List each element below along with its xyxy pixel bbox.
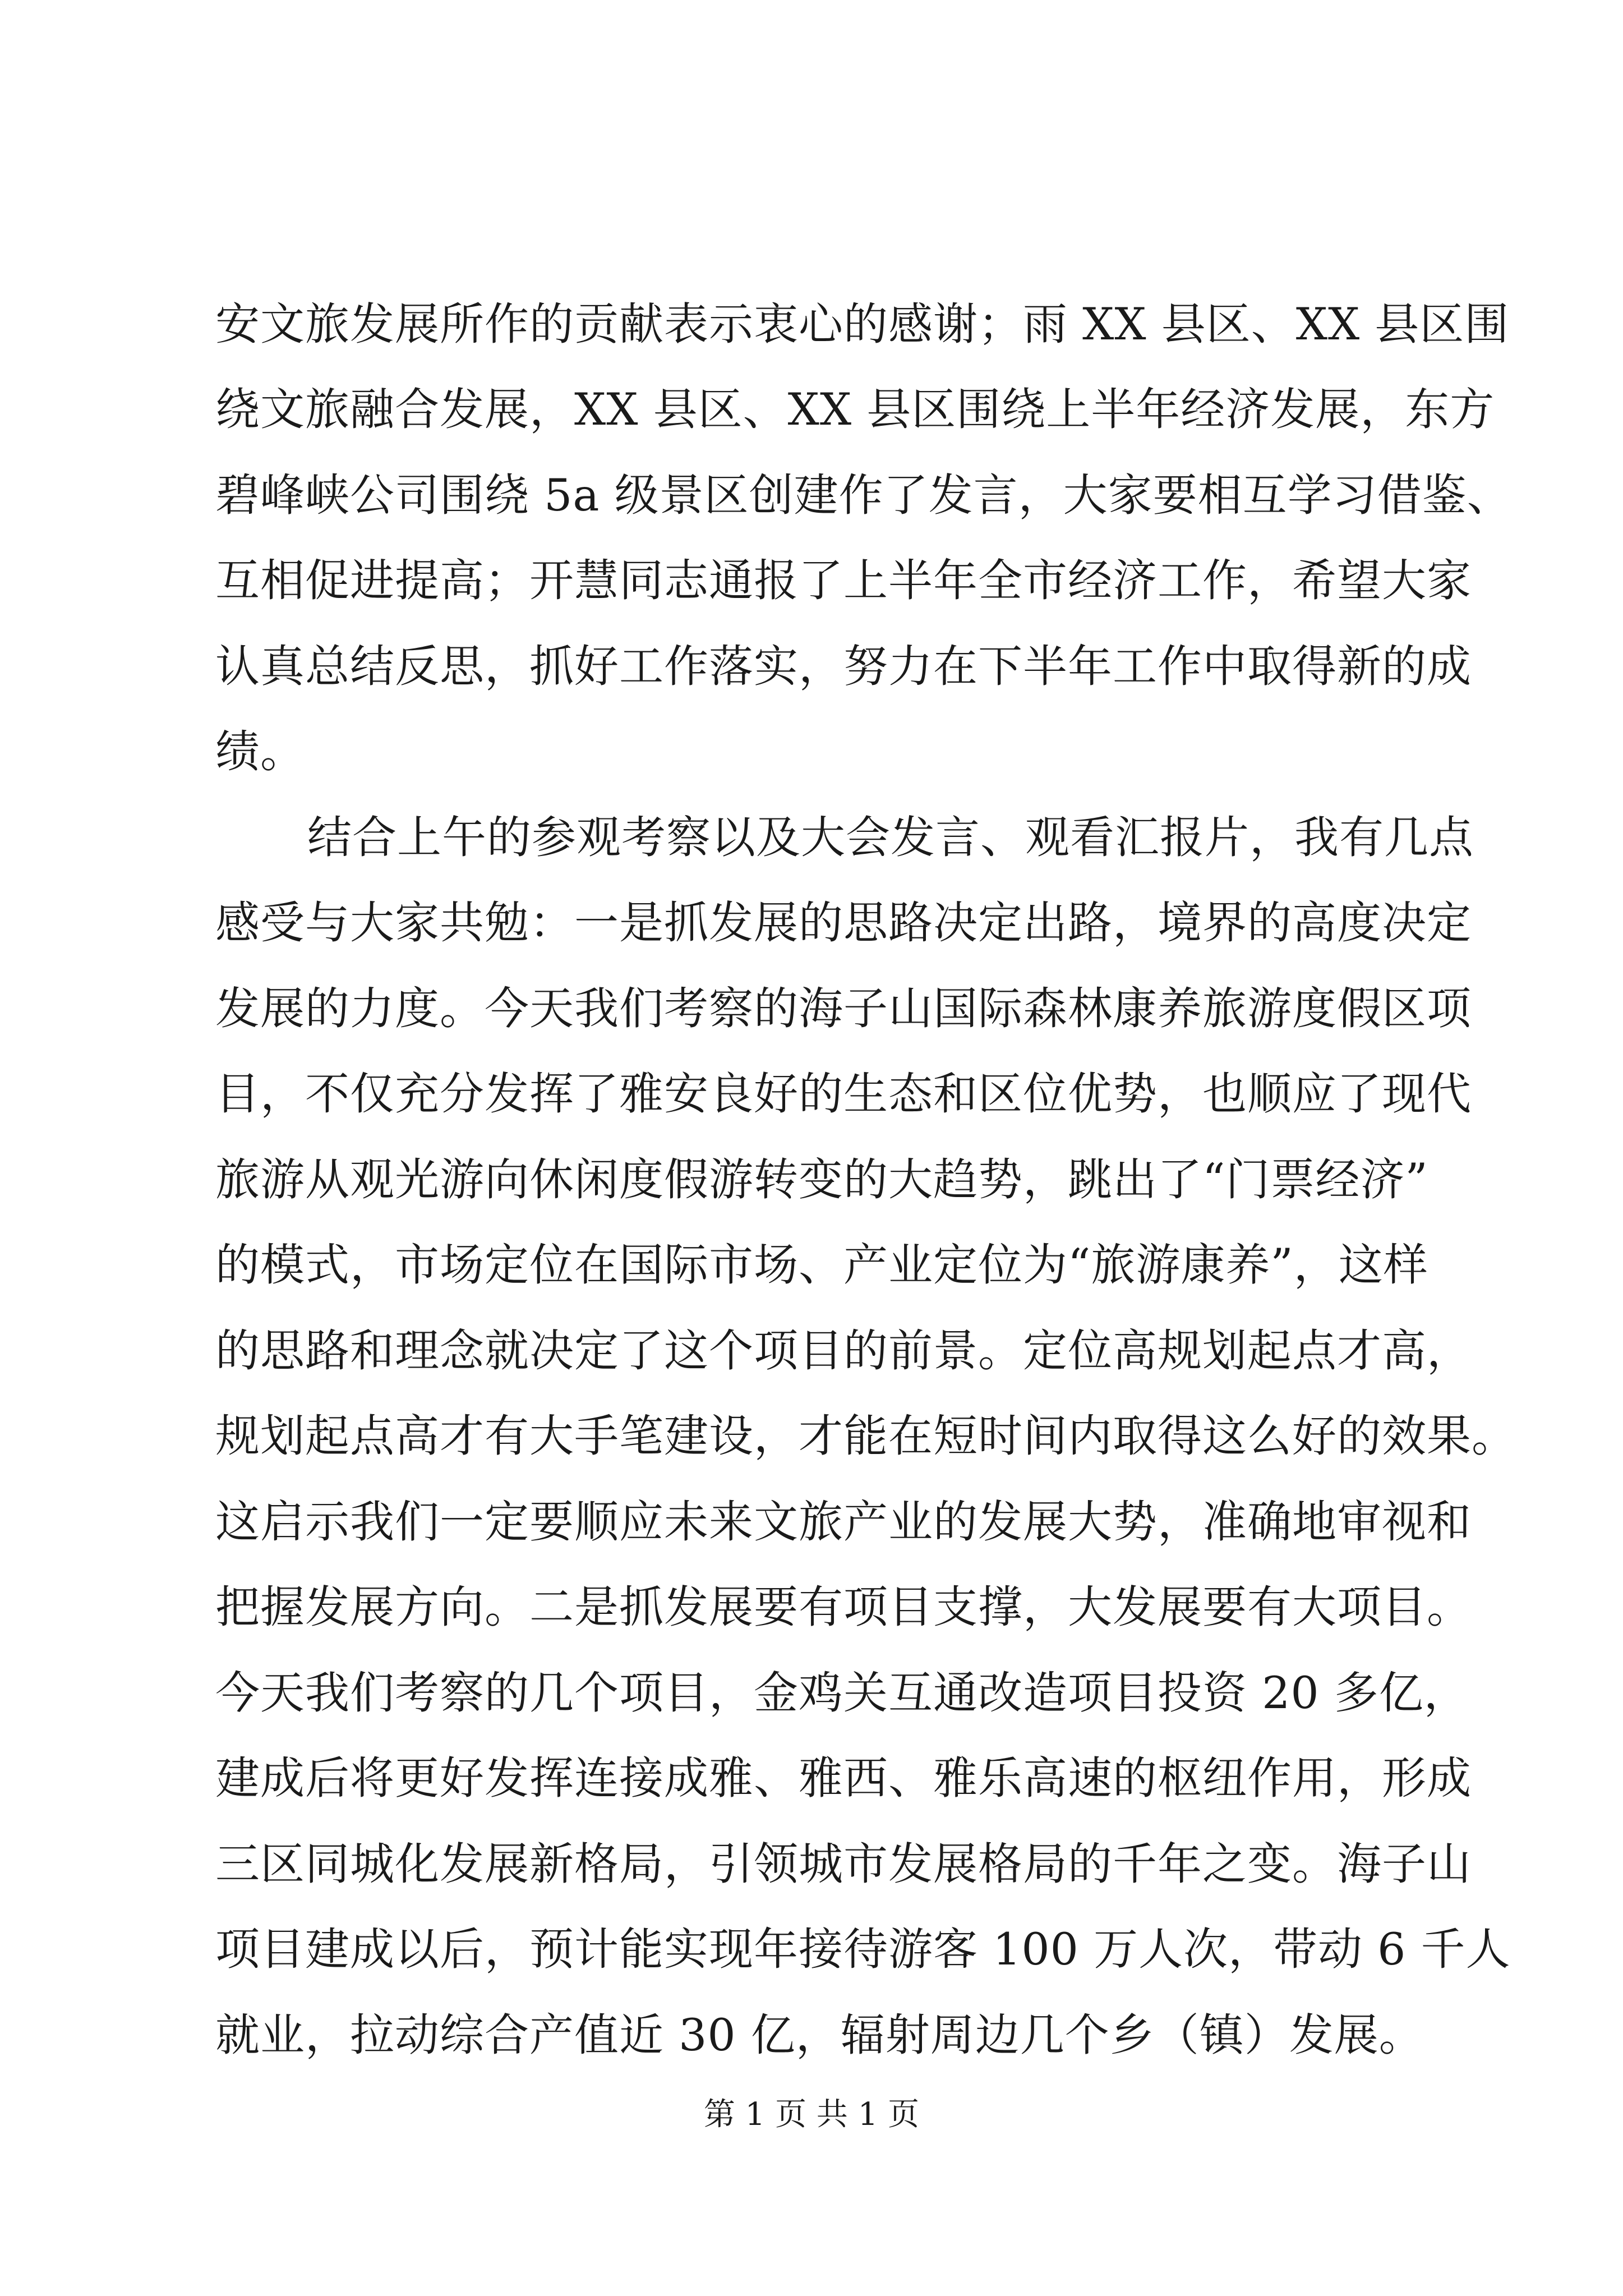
text-line: 建成后将更好发挥连接成雅、雅西、雅乐高速的枢纽作用，形成 — [215, 1752, 1472, 1804]
text-line: 认真总结反思，抓好工作落实，努力在下半年工作中取得新的成 — [215, 641, 1472, 692]
text-line: 感受与大家共勉：一是抓发展的思路决定出路，境界的高度决定 — [215, 897, 1472, 949]
text-line: 三区同城化发展新格局，引领城市发展格局的千年之变。海子山 — [215, 1838, 1472, 1890]
text-line: 绩。 — [215, 726, 305, 777]
text-line: 的思路和理念就决定了这个项目的前景。定位高规划起点才高， — [215, 1325, 1472, 1377]
text-line: 碧峰峡公司围绕 5a 级景区创建作了发言，大家要相互学习借鉴、 — [215, 470, 1512, 521]
text-line: 就业，拉动综合产值近 30 亿，辐射周边几个乡（镇）发展。 — [215, 2009, 1424, 2061]
text-line: 发展的力度。今天我们考察的海子山国际森林康养旅游度假区项 — [215, 983, 1472, 1034]
page-number-footer: 第 1 页 共 1 页 — [703, 2096, 920, 2133]
text-line: 目，不仅充分发挥了雅安良好的生态和区位优势，也顺应了现代 — [215, 1068, 1472, 1120]
text-line: 项目建成以后，预计能实现年接待游客 100 万人次，带动 6 千人 — [215, 1924, 1511, 1975]
text-line: 绕文旅融合发展，XX 县区、XX 县区围绕上半年经济发展，东方 — [215, 384, 1495, 435]
text-line: 这启示我们一定要顺应未来文旅产业的发展大势，准确地审视和 — [215, 1496, 1472, 1548]
text-line: 规划起点高才有大手笔建设，才能在短时间内取得这么好的效果。 — [215, 1410, 1516, 1462]
text-line: 互相促进提高；开慧同志通报了上半年全市经济工作，希望大家 — [215, 555, 1472, 606]
text-line: 旅游从观光游向休闲度假游转变的大趋势，跳出了“门票经济” — [215, 1154, 1428, 1205]
text-line: 的模式，市场定位在国际市场、产业定位为“旅游康养”，这样 — [215, 1239, 1428, 1291]
text-line: 今天我们考察的几个项目，金鸡关互通改造项目投资 20 多亿， — [215, 1667, 1469, 1719]
text-line: 把握发展方向。二是抓发展要有项目支撑，大发展要有大项目。 — [215, 1581, 1472, 1633]
text-line: 安文旅发展所作的贡献表示衷心的感谢；雨 XX 县区、XX 县区围 — [215, 298, 1510, 350]
text-line: 结合上午的参观考察以及大会发言、观看汇报片，我有几点 — [307, 812, 1474, 863]
